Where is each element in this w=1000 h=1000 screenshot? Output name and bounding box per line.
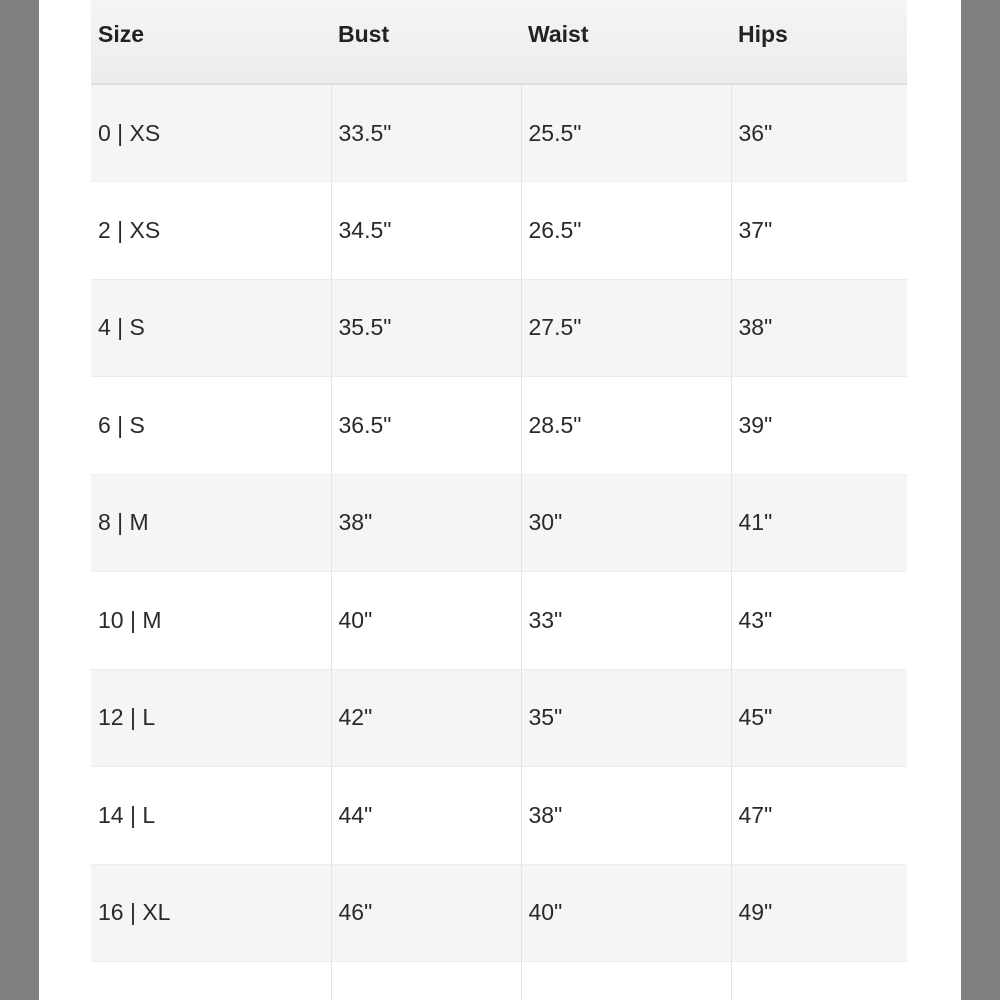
table-row: [91, 377, 907, 475]
bust-cell: 46": [331, 864, 521, 962]
waist-cell: 28.5": [521, 377, 731, 475]
hips-cell: 38": [731, 279, 907, 377]
waist-cell: 26.5": [521, 182, 731, 280]
empty-cell: [731, 962, 907, 1000]
bust-cell: 34.5": [331, 182, 521, 280]
table-header-row: [91, 0, 907, 84]
column-header-hips: Hips: [731, 0, 907, 84]
hips-cell: 41": [731, 474, 907, 572]
waist-cell: 40": [521, 864, 731, 962]
bust-cell: 33.5": [331, 84, 521, 182]
table-row: [91, 864, 907, 962]
table-row-partial: [91, 962, 907, 1000]
hips-cell: 45": [731, 669, 907, 767]
page: [39, 0, 961, 1000]
bust-cell: 44": [331, 767, 521, 865]
bust-cell: 35.5": [331, 279, 521, 377]
size-cell: 16 | XL: [91, 864, 331, 962]
size-chart-table: [91, 0, 907, 1000]
column-header-bust: Bust: [331, 0, 521, 84]
table-row: [91, 767, 907, 865]
hips-cell: 37": [731, 182, 907, 280]
bust-cell: 42": [331, 669, 521, 767]
empty-cell: [331, 962, 521, 1000]
empty-cell: [91, 962, 331, 1000]
table-row: [91, 572, 907, 670]
waist-cell: 38": [521, 767, 731, 865]
waist-cell: 35": [521, 669, 731, 767]
bust-cell: 36.5": [331, 377, 521, 475]
waist-cell: 25.5": [521, 84, 731, 182]
table-row: [91, 474, 907, 572]
table-row: [91, 279, 907, 377]
column-header-waist: Waist: [521, 0, 731, 84]
hips-cell: 43": [731, 572, 907, 670]
size-cell: 4 | S: [91, 279, 331, 377]
hips-cell: 47": [731, 767, 907, 865]
column-header-size: Size: [91, 0, 331, 84]
table-row: [91, 84, 907, 182]
size-cell: 6 | S: [91, 377, 331, 475]
size-cell: 14 | L: [91, 767, 331, 865]
size-cell: 2 | XS: [91, 182, 331, 280]
hips-cell: 36": [731, 84, 907, 182]
bust-cell: 40": [331, 572, 521, 670]
hips-cell: 39": [731, 377, 907, 475]
waist-cell: 33": [521, 572, 731, 670]
size-cell: 12 | L: [91, 669, 331, 767]
waist-cell: 27.5": [521, 279, 731, 377]
empty-cell: [521, 962, 731, 1000]
bust-cell: 38": [331, 474, 521, 572]
size-cell: 0 | XS: [91, 84, 331, 182]
size-cell: 8 | M: [91, 474, 331, 572]
waist-cell: 30": [521, 474, 731, 572]
table-row: [91, 669, 907, 767]
table-row: [91, 182, 907, 280]
size-cell: 10 | M: [91, 572, 331, 670]
hips-cell: 49": [731, 864, 907, 962]
